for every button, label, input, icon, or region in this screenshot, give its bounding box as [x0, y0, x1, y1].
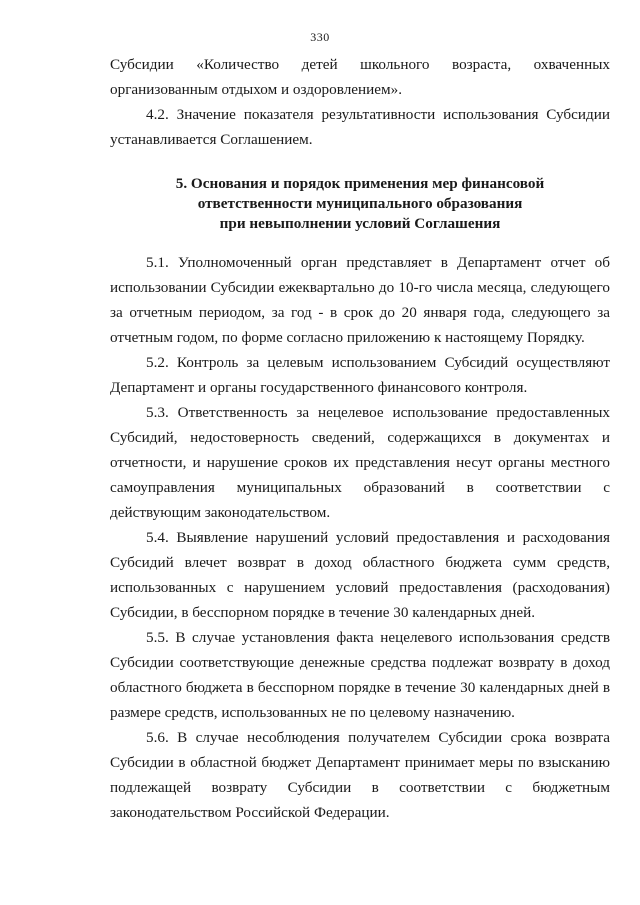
section-heading-line: при невыполнении условий Соглашения — [219, 215, 501, 232]
section-5-heading — [110, 174, 610, 234]
paragraph-5-1: 5.1. Уполномоченный орган представляет в Департамент отчет об использовании Субсидии ежеквартально до 10-го числа месяца, следующего за отчетным периодом, за год - в срок до 20 января года, следующего за отчетным годом, по форме согласно приложению к настоящему Порядку. — [110, 254, 610, 346]
section-heading-line: 5. Основания и порядок применения мер финансовой — [175, 175, 545, 192]
paragraph-5-5: 5.5. В случае установления факта нецелевого использования средств Субсидии соответствующие денежные средства подлежат возврату в доход областного бюджета в бесспорном порядке в течение 30 календарных дней в размере средств, использованных не по целевому назначению. — [110, 629, 610, 721]
section-heading-line: ответственности муниципального образования — [197, 195, 523, 212]
continuation-line-1: Субсидии «Количество детей школьного возраста, охваченных — [110, 56, 610, 73]
page-number: 330 — [310, 30, 330, 44]
continuation-line-2: организованным отдыхом и оздоровлением». — [110, 81, 403, 98]
paragraph-5-6: 5.6. В случае несоблюдения получателем Субсидии срока возврата Субсидии в областной бюджет Департамент принимает меры по взысканию подлежащей возврату Субсидии в соответствии с бюджетным законодательством Российской Федерации. — [110, 729, 610, 821]
paragraph-5-2: 5.2. Контроль за целевым использованием Субсидий осуществляют Департамент и органы государственного финансового контроля. — [110, 354, 610, 396]
document-body — [110, 52, 610, 825]
paragraph-4-2: 4.2. Значение показателя результативности использования Субсидии устанавливается Соглашением. — [110, 106, 610, 148]
paragraph-5-4: 5.4. Выявление нарушений условий предоставления и расходования Субсидий влечет возврат в доход областного бюджета сумм средств, использованных с нарушением условий предоставления (расходования) Субсидии, в бесспорном порядке в течение 30 календарных дней. — [110, 529, 610, 621]
paragraph-5-3: 5.3. Ответственность за нецелевое использование предоставленных Субсидий, недостоверность сведений, содержащихся в документах и отчетности, и нарушение сроков их представления несут органы местного самоуправления муниципальных образований в соответствии с действующим законодательством. — [110, 404, 610, 521]
